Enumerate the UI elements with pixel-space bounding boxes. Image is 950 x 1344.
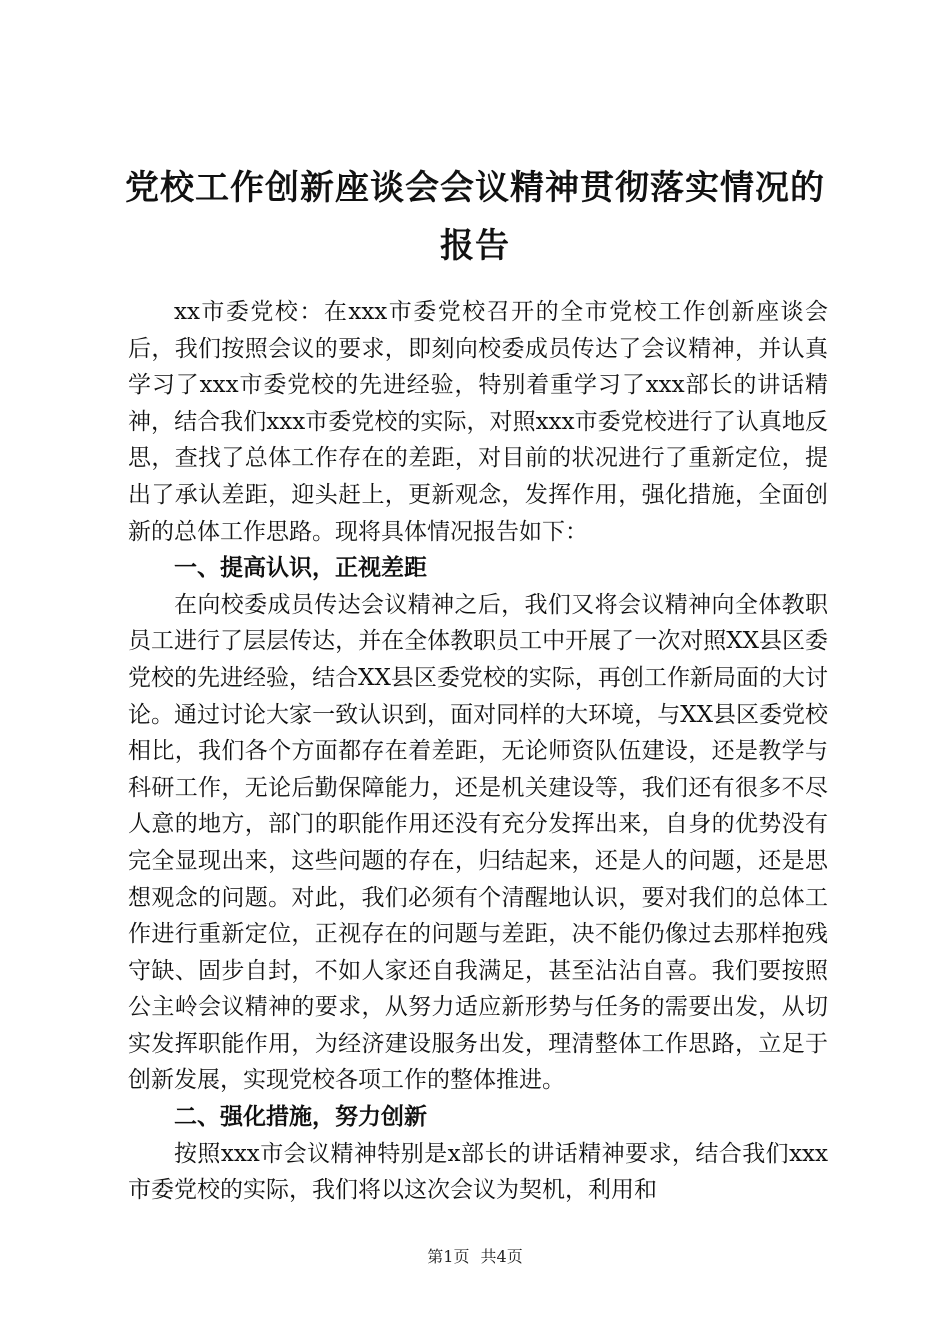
page-total: 共4页 bbox=[480, 1247, 523, 1266]
page-footer bbox=[0, 1244, 950, 1267]
paragraph-section-1: 在向校委成员传达会议精神之后，我们又将会议精神向全体教职员工进行了层层传达，并在全体教职员工中开展了一次对照XX县区委党校的先进经验，结合XX县区委党校的实际，再创工作新局面的大讨论。通过讨论大家一致认识到，面对同样的大环境，与XX县区委党校相比，我们各个方面都存在着差距，无论师资队伍建设，还是教学与科研工作，无论后勤保障能力，还是机关建设等，我们还有很多不尽人意的地方，部门的职能作用还没有充分发挥出来，自身的优势没有完全显现出来，这些问题的存在，归结起来，还是人的问题，还是思想观念的问题。对此，我们必须有个清醒地认识，要对我们的总体工作进行重新定位，正视存在的问题与差距，决不能仍像过去那样抱残守缺、固步自封，不如人家还自我满足，甚至沾沾自喜。我们要按照公主岭会议精神的要求，从努力适应新形势与任务的需要出发，从切实发挥职能作用，为经济建设服务出发，理清整体工作思路，立足于创新发展，实现党校各项工作的整体推进。 bbox=[128, 591, 828, 1094]
paragraph-section-2: 按照xxx市会议精神特别是x部长的讲话精神要求，结合我们xxx市委党校的实际，我们将以这次会议为契机，利用和 bbox=[128, 1140, 828, 1204]
section-heading-1: 一、提高认识，正视差距 bbox=[174, 555, 427, 582]
paragraph-intro: xx市委党校：在xxx市委党校召开的全市党校工作创新座谈会后，我们按照会议的要求，即刻向校委成员传达了会议精神，并认真学习了xxx市委党校的先进经验，特别着重学习了xxx部长的讲话精神，结合我们xxx市委党校的实际，对照xxx市委党校进行了认真地反思，查找了总体工作存在的差距，对目前的状况进行了重新定位，提出了承认差距，迎头赶上，更新观念，发挥作用，强化措施，全面创新的总体工作思路。现将具体情况报告如下： bbox=[128, 299, 828, 545]
document-body bbox=[128, 294, 828, 1209]
section-heading-2: 二、强化措施，努力创新 bbox=[174, 1104, 427, 1131]
page-number: 第1页 bbox=[427, 1247, 470, 1266]
document-title-line-2: 报告 bbox=[440, 226, 510, 266]
document-title-line-1: 党校工作创新座谈会会议精神贯彻落实情况的 bbox=[125, 168, 825, 208]
